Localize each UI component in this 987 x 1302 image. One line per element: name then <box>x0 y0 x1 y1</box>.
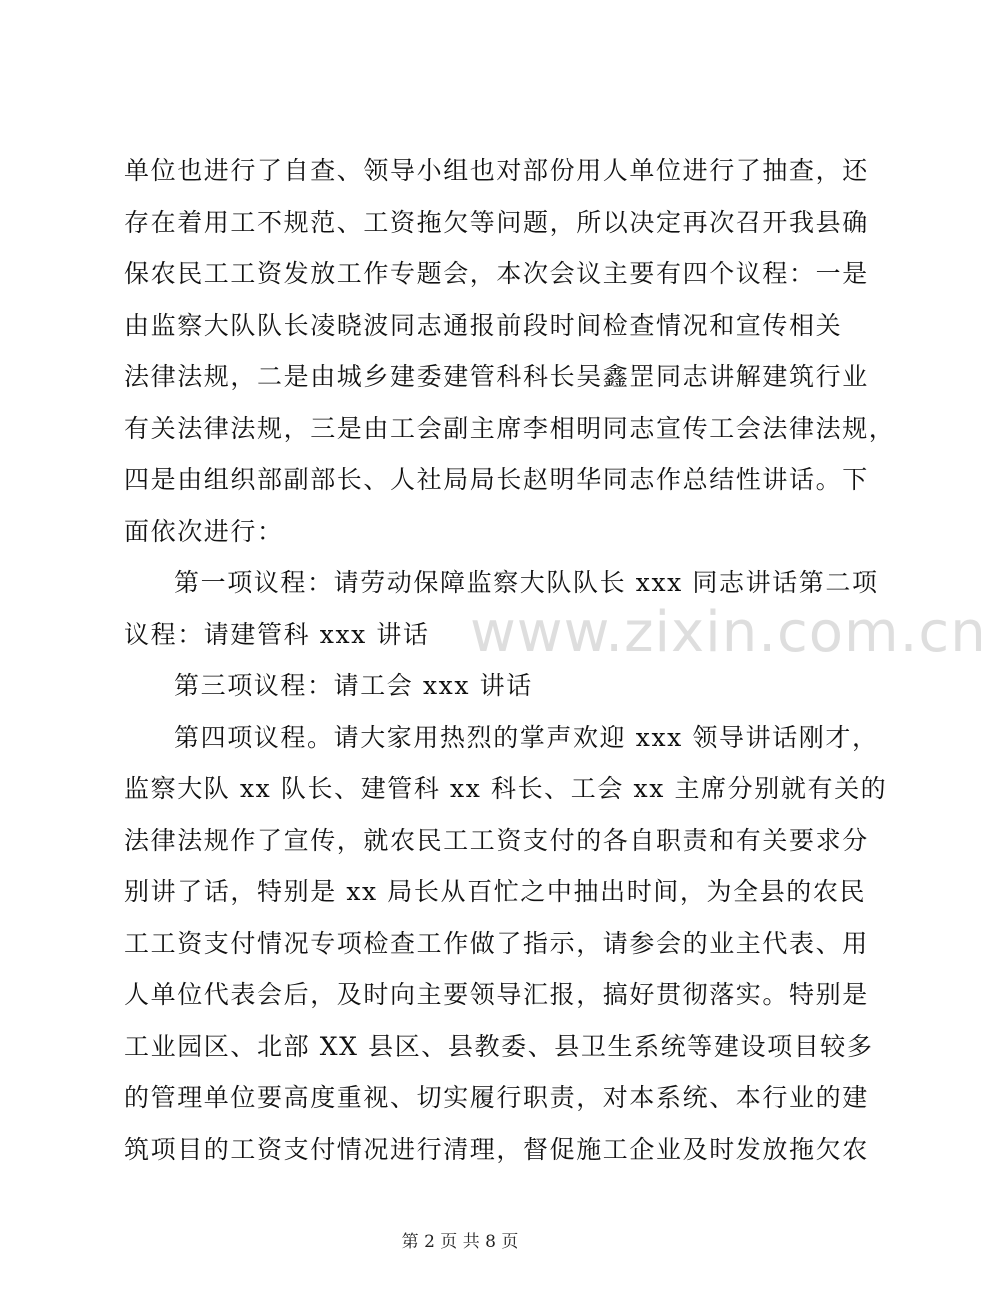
text-line: 有关法律法规，三是由工会副主席李相明同志宣传工会法律法规， <box>124 413 896 443</box>
text-line: 第四项议程。请大家用热烈的掌声欢迎 xxx 领导讲话刚才， <box>174 722 879 752</box>
text-line: 存在着用工不规范、工资拖欠等问题，所以决定再次召开我县确 <box>124 207 869 237</box>
text-line: 议程：请建管科 xxx 讲话 <box>124 619 430 649</box>
text-line: 由监察大队队长凌晓波同志通报前段时间检查情况和宣传相关 <box>124 310 843 340</box>
text-line: 别讲了话，特别是 xx 局长从百忙之中抽出时间，为全县的农民 <box>124 877 867 906</box>
text-line: 面依次进行： <box>124 516 284 546</box>
text-line: 第三项议程：请工会 xxx 讲话 <box>174 671 533 700</box>
text-line: 第一项议程：请劳动保障监察大队队长 xxx 同志讲话第二项 <box>174 568 879 597</box>
text-line: 人单位代表会后，及时向主要领导汇报，搞好贯彻落实。特别是 <box>124 980 869 1009</box>
text-line: 的管理单位要高度重视、切实履行职责，对本系统、本行业的建 <box>124 1083 869 1112</box>
watermark: www.zixin.com.cn <box>470 600 987 665</box>
text-line: 单位也进行了自查、领导小组也对部份用人单位进行了抽查，还 <box>124 156 869 185</box>
text-line: 法律法规作了宣传，就农民工工资支付的各自职责和有关要求分 <box>124 825 869 855</box>
text-line: 监察大队 xx 队长、建管科 xx 科长、工会 xx 主席分别就有关的 <box>124 774 888 803</box>
text-line: 四是由组织部副部长、人社局局长赵明华同志作总结性讲话。下 <box>124 465 869 494</box>
text-line: 保农民工工资发放工作专题会，本次会议主要有四个议程：一是 <box>124 259 869 288</box>
text-line: 工业园区、北部 XX 县区、县教委、县卫生系统等建设项目较多 <box>124 1031 874 1061</box>
page-footer: 第 2 页 共 8 页 <box>401 1232 519 1252</box>
text-line: 工工资支付情况专项检查工作做了指示，请参会的业主代表、用 <box>124 928 869 958</box>
text-line: 筑项目的工资支付情况进行清理，督促施工企业及时发放拖欠农 <box>124 1134 869 1164</box>
text-line: 法律法规，二是由城乡建委建管科科长吴鑫罡同志讲解建筑行业 <box>124 362 869 391</box>
